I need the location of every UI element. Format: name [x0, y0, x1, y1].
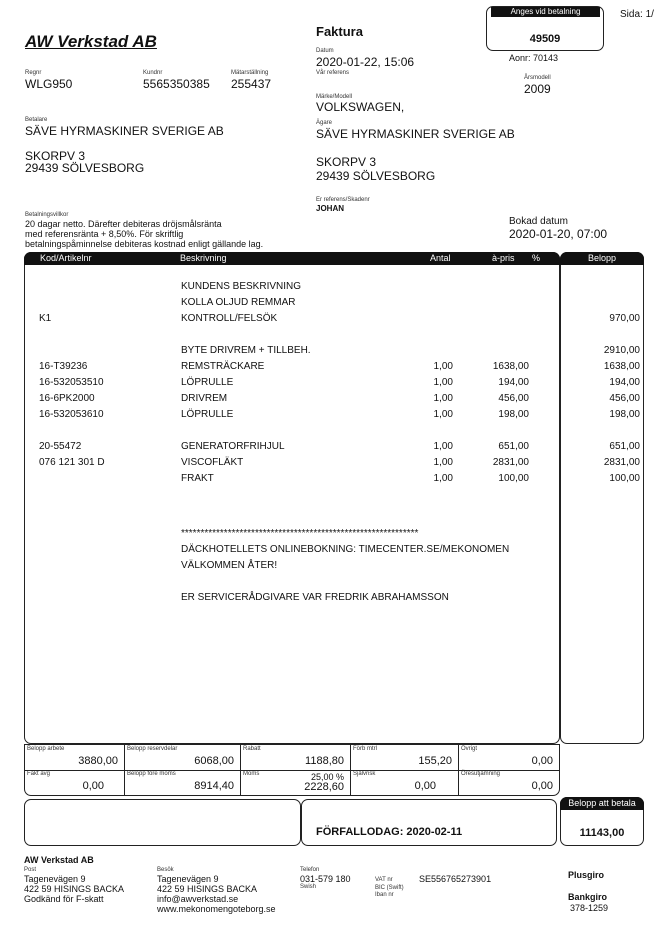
row-antal: 1,00: [433, 457, 453, 468]
moms-percent: 25,00 %: [310, 772, 344, 782]
oresutjamning-value: 0,00: [531, 780, 553, 792]
terms-line-2: med referensränta + 8,50%. För skriftlig: [25, 229, 184, 239]
moms-cell: [241, 770, 351, 796]
forb-mtrl-label: Förb mtrl: [353, 746, 377, 752]
row-beskrivning: GENERATORFRIHJUL: [181, 441, 285, 452]
payer-city: 29439 SÖLVESBORG: [25, 161, 145, 175]
row-beskrivning: LÖPRULLE: [181, 409, 234, 420]
row-apris: 456,00: [498, 393, 529, 404]
row-kod: 076 121 301 D: [39, 457, 105, 468]
bokad-datum-value: 2020-01-20, 07:00: [509, 227, 608, 241]
footer-company: AW Verkstad AB: [24, 855, 94, 865]
row-belopp: [565, 328, 640, 342]
footer-post-1: Tagenevägen 9: [24, 874, 86, 884]
row-beskrivning: REMSTRÄCKARE: [181, 361, 265, 372]
payer-name: SÄVE HYRMASKINER SVERIGE AB: [25, 124, 224, 138]
row-apris: 1638,00: [492, 361, 529, 372]
er-referens-value: JOHAN: [316, 204, 345, 213]
row-antal: [405, 344, 453, 358]
oresutjamning-cell: [459, 770, 559, 796]
note-line-1: DÄCKHOTELLETS ONLINEBOKNING: TIMECENTER.SE/MEKONOMEN: [181, 544, 510, 555]
note-stars: *************************************************************: [181, 528, 419, 539]
arsmodell-value: 2009: [524, 82, 551, 96]
row-antal: [405, 328, 453, 342]
row-belopp: [565, 424, 640, 438]
total-box: [560, 797, 644, 846]
datum-label: Datum: [316, 48, 334, 54]
row-antal: 1,00: [433, 441, 453, 452]
row-beskrivning: LÖPRULLE: [181, 377, 234, 388]
row-belopp: 194,00: [609, 377, 640, 388]
row-beskrivning: DRIVREM: [181, 393, 228, 404]
forb-mtrl-cell: [351, 745, 459, 770]
payment-box-label: Anges vid betalning: [491, 7, 600, 17]
matarstallning-label: Mätarställning: [231, 70, 269, 76]
owner-city: 29439 SÖLVESBORG: [316, 169, 436, 183]
message-box: [24, 799, 301, 846]
moms-label: Moms: [243, 771, 260, 777]
owner-street: SKORPV 3: [316, 155, 377, 169]
row-apris: [465, 312, 529, 326]
belopp-att-betala-label: Belopp att betala: [560, 797, 644, 810]
marke-modell-value: VOLKSWAGEN,: [316, 100, 405, 114]
row-kod: 20-55472: [39, 441, 82, 452]
row-antal: [405, 424, 453, 438]
col-belopp-header: Belopp: [560, 252, 644, 265]
belopp-arbete-value: 3880,00: [78, 755, 118, 767]
row-beskrivning: KUNDENS BESKRIVNING: [181, 281, 302, 292]
row-kod: K1: [39, 313, 52, 324]
arsmodell-label: Årsmodell: [524, 75, 551, 81]
rabatt-value: 1188,80: [305, 755, 344, 767]
footer-telefon: 031-579 180: [300, 874, 351, 884]
er-referens-label: Er referens/Skadenr: [316, 197, 370, 203]
row-apris: 100,00: [498, 473, 529, 484]
invoice-lines-table: [24, 252, 560, 744]
due-date-box: [301, 799, 557, 846]
footer-bankgiro: 378-1259: [570, 903, 609, 913]
belopp-att-betala-value: 11143,00: [579, 827, 625, 839]
sjalvrisk-label: Självrisk: [353, 771, 376, 777]
footer-post-label: Post: [24, 867, 37, 873]
footer-telefon-label: Telefon: [300, 867, 320, 873]
row-apris: [465, 280, 529, 294]
oresutjamning-label: Öresutjämning: [461, 771, 501, 777]
belopp-fore-moms-label: Belopp före moms: [127, 771, 176, 777]
row-apris: [465, 296, 529, 310]
regnr-value: WLG950: [25, 77, 73, 91]
sjalvrisk-value: 0,00: [414, 780, 436, 792]
footer-post-3: Godkänd för F-skatt: [24, 894, 104, 904]
table-header: [24, 252, 560, 265]
col-antal-header: Antal: [430, 253, 451, 263]
ovrigt-cell: [459, 745, 559, 770]
row-belopp: 651,00: [609, 441, 640, 452]
row-kod: 16-T39236: [39, 361, 88, 372]
agare-label: Ägare: [316, 120, 333, 126]
note-line-3: ER SERVICERÅDGIVARE VAR FREDRIK ABRAHAMSSON: [181, 592, 449, 603]
footer-vat: SE556765273901: [419, 874, 492, 884]
rabatt-label: Rabatt: [243, 746, 261, 752]
company-name: AW Verkstad AB: [25, 32, 157, 51]
row-beskrivning: VISCOFLÄKT: [181, 457, 244, 468]
row-antal: 1,00: [433, 377, 453, 388]
owner-name: SÄVE HYRMASKINER SVERIGE AB: [316, 127, 515, 141]
row-kod: 16-532053610: [39, 409, 104, 420]
row-apris: 194,00: [498, 377, 529, 388]
belopp-arbete-label: Belopp arbete: [27, 746, 65, 752]
footer-swish-label: Swish: [300, 884, 317, 890]
sjalvrisk-cell: [351, 770, 459, 796]
belopp-reservdelar-label: Belopp reservdelar: [127, 746, 178, 752]
footer-email[interactable]: info@awverkstad.se: [157, 894, 239, 904]
regnr-label: Regnr: [25, 70, 42, 76]
row-antal: [405, 312, 453, 326]
row-belopp: 2831,00: [603, 457, 640, 468]
ovrigt-label: Övrigt: [461, 746, 478, 752]
payment-reference-box: [486, 6, 604, 51]
belopp-reservdelar-cell: [125, 745, 241, 770]
belopp-fore-moms-value: 8914,40: [194, 780, 234, 792]
terms-line-3: betalningspåminnelse debiteras kostnad enligt gällande lag.: [25, 239, 264, 249]
moms-value: 2228,60: [304, 781, 344, 793]
row-beskrivning: FRAKT: [181, 473, 214, 484]
betalningsvillkor-label: Betalningsvillkor: [25, 212, 69, 218]
row-antal: 1,00: [433, 473, 453, 484]
var-referens-label: Vår referens: [316, 70, 350, 76]
row-belopp: [565, 280, 640, 294]
row-beskrivning: BYTE DRIVREM + TILLBEH.: [181, 345, 311, 356]
kundnr-value: 5565350385: [143, 77, 210, 91]
row-belopp: 456,00: [609, 393, 640, 404]
forfallodag: FÖRFALLODAG: 2020-02-11: [316, 826, 463, 838]
fakt-avg-label: Fakt avg: [27, 771, 51, 777]
page-number: Sida: 1/: [620, 9, 654, 20]
ovrigt-value: 0,00: [531, 755, 553, 767]
row-antal: 1,00: [433, 393, 453, 404]
row-apris: 198,00: [498, 409, 529, 420]
row-kod: 16-532053510: [39, 377, 104, 388]
row-antal: [405, 280, 453, 294]
footer-besok-1: Tagenevägen 9: [157, 874, 219, 884]
row-beskrivning: KONTROLL/FELSÖK: [181, 313, 278, 324]
terms-line-1: 20 dagar netto. Därefter debiteras dröjsmålsränta: [25, 219, 222, 229]
row-antal: 1,00: [433, 409, 453, 420]
footer-bankgiro-label: Bankgiro: [568, 892, 608, 902]
row-belopp: 1638,00: [603, 361, 640, 372]
belopp-arbete-cell: [25, 745, 125, 770]
row-apris: [465, 328, 529, 342]
row-belopp: 2910,00: [603, 345, 640, 356]
belopp-column: [560, 252, 644, 744]
marke-modell-label: Märke/Modell: [316, 94, 353, 100]
footer-vat-label: VAT nr: [375, 877, 393, 883]
row-belopp: 970,00: [609, 313, 640, 324]
belopp-reservdelar-value: 6068,00: [194, 755, 234, 767]
row-kod: 16-6PK2000: [39, 393, 95, 404]
col-apris-header: à-pris: [492, 253, 515, 263]
row-apris: [465, 344, 529, 358]
row-belopp: [565, 296, 640, 310]
row-apris: 651,00: [498, 441, 529, 452]
fakt-avg-value: 0,00: [82, 780, 104, 792]
footer-post-2: 422 59 HISINGS BACKA: [24, 884, 125, 894]
document-title: Faktura: [316, 24, 363, 39]
footer-website[interactable]: www.mekonomengoteborg.se: [157, 904, 276, 914]
datum-value: 2020-01-22, 15:06: [316, 55, 415, 69]
col-beskrivning-header: Beskrivning: [180, 253, 227, 263]
kundnr-label: Kundnr: [143, 70, 163, 76]
fakt-avg-cell: [25, 770, 125, 796]
summary-box: [24, 744, 560, 796]
payer-street: SKORPV 3: [25, 149, 86, 163]
payment-reference: 49509: [529, 33, 561, 45]
footer-bic-label: BIC (Swift): [375, 885, 404, 891]
forb-mtrl-value: 155,20: [418, 755, 452, 767]
row-apris: 2831,00: [492, 457, 529, 468]
footer-plusgiro-label: Plusgiro: [568, 870, 605, 880]
row-apris: [465, 424, 529, 438]
footer-besok-label: Besök: [157, 867, 174, 873]
row-beskrivning: KOLLA OLJUD REMMAR: [181, 297, 296, 308]
col-pct-header: %: [532, 253, 541, 263]
row-antal: [405, 296, 453, 310]
footer-iban-label: Iban nr: [375, 892, 394, 898]
note-line-2: VÄLKOMMEN ÅTER!: [181, 560, 278, 571]
col-kod-header: Kod/Artikelnr: [40, 253, 92, 263]
row-belopp: 198,00: [609, 409, 640, 420]
row-belopp: 100,00: [609, 473, 640, 484]
bokad-datum-label: Bokad datum: [509, 216, 568, 227]
rabatt-cell: [241, 745, 351, 770]
row-antal: 1,00: [433, 361, 453, 372]
betalare-label: Betalare: [25, 117, 48, 123]
matarstallning-value: 255437: [231, 77, 272, 91]
footer-besok-2: 422 59 HISINGS BACKA: [157, 884, 258, 894]
aonr: Aonr: 70143: [509, 53, 559, 63]
belopp-fore-moms-cell: [125, 770, 241, 796]
